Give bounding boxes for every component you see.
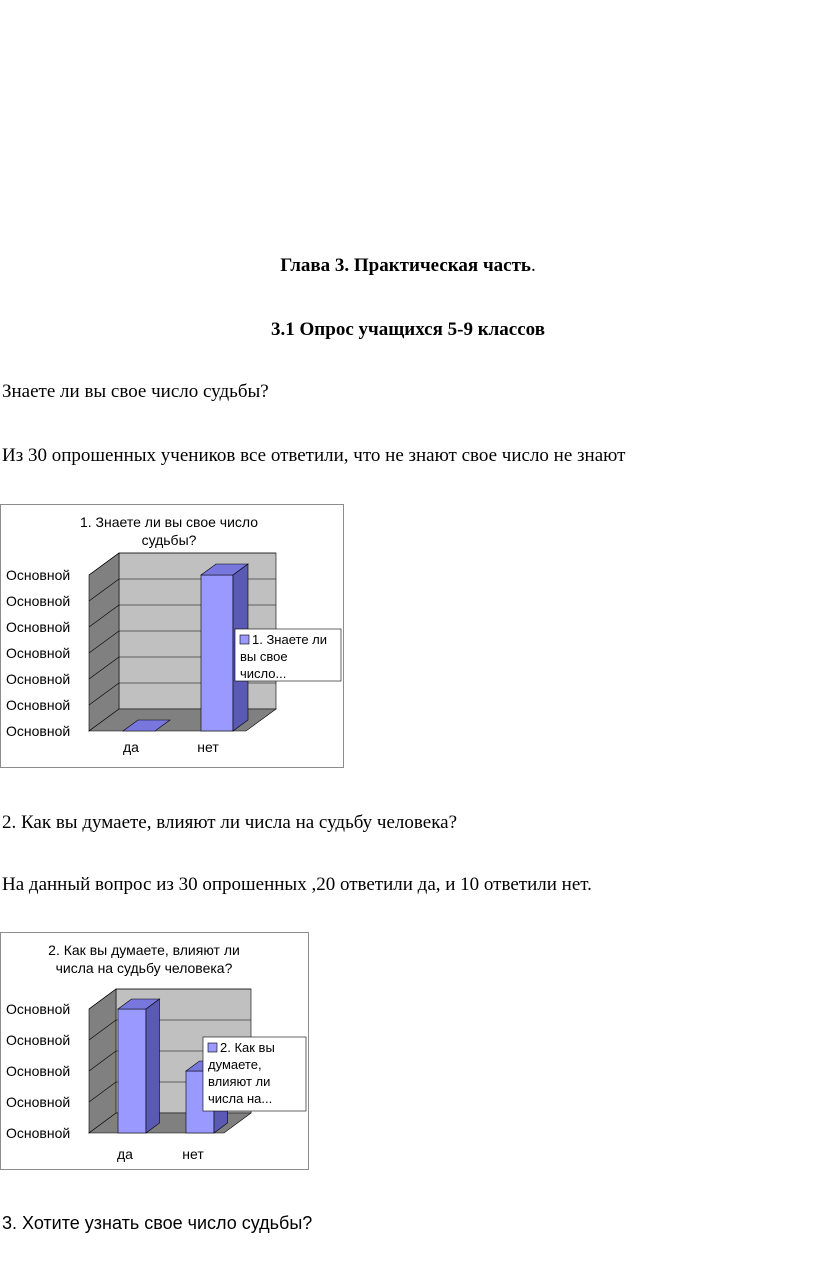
chart-1-title-line: судьбы? — [141, 532, 197, 548]
chart-2-bar-front-0 — [118, 1009, 146, 1133]
question-1: Знаете ли вы свое число судьбы? — [2, 381, 269, 402]
chart-1-legend-text: 1. Знаете ли — [252, 632, 328, 647]
chart-1-y-tick-label: Основной — [6, 723, 71, 739]
chart-1-y-tick-label: Основной — [6, 697, 71, 713]
chart-1-bar-front-1 — [201, 575, 233, 731]
chart-2-y-tick-label: Основной — [6, 1032, 71, 1048]
question-2-result: На данный вопрос из 30 опрошенных ,20 ответили да, и 10 ответили нет. — [2, 874, 592, 895]
chart-2-legend-text: влияют ли — [208, 1074, 271, 1089]
chart-2-legend-text: числа на... — [208, 1091, 273, 1106]
chart-2-y-tick-label: Основной — [6, 1001, 71, 1017]
chapter-title-text: Глава 3. Практическая часть — [280, 255, 531, 276]
chart-2 — [1, 933, 308, 1169]
chart-1-y-tick-label: Основной — [6, 593, 71, 609]
chart-1-y-tick-label: Основной — [6, 645, 71, 661]
chart-2-container — [0, 932, 309, 1170]
chart-1-container — [0, 504, 344, 768]
chart-1-y-tick-label: Основной — [6, 567, 71, 583]
chapter-title-dot: . — [530, 255, 536, 276]
chart-1-legend-text: число... — [240, 666, 287, 681]
chart-2-y-tick-label: Основной — [6, 1125, 71, 1141]
chart-2-bar-side-0 — [146, 999, 160, 1133]
chart-2-legend-text: 2. Как вы — [220, 1040, 275, 1055]
chart-1-x-tick-label: да — [123, 739, 139, 755]
chart-2-title-line: числа на судьбу человека? — [55, 960, 233, 976]
chart-1-legend-text: вы свое — [240, 649, 288, 664]
chart-2-title-line: 2. Как вы думаете, влияют ли — [48, 942, 240, 958]
chart-2-y-tick-label: Основной — [6, 1063, 71, 1079]
chapter-title — [0, 255, 816, 277]
chart-1-x-tick-label: нет — [197, 739, 219, 755]
section-title: 3.1 Опрос учащихся 5-9 классов — [271, 319, 545, 340]
question-3: 3. Хотите узнать свое число судьбы? — [2, 1213, 313, 1233]
chart-2-x-tick-label: нет — [182, 1146, 204, 1162]
chart-1-title-line: 1. Знаете ли вы свое число — [79, 514, 259, 530]
chart-2-y-tick-label: Основной — [6, 1094, 71, 1110]
chart-1-legend-swatch — [240, 635, 249, 644]
chart-1-y-tick-label: Основной — [6, 671, 71, 687]
chart-2-legend-text: думаете, — [208, 1057, 262, 1072]
question-1-result: Из 30 опрошенных учеников все ответили, что не знают свое число не знают — [2, 445, 626, 466]
chart-1 — [1, 505, 343, 767]
chart-1-y-tick-label: Основной — [6, 619, 71, 635]
chart-2-x-tick-label: да — [117, 1146, 133, 1162]
question-2: 2. Как вы думаете, влияют ли числа на судьбу человека? — [2, 812, 457, 833]
chart-2-legend-swatch — [208, 1043, 217, 1052]
